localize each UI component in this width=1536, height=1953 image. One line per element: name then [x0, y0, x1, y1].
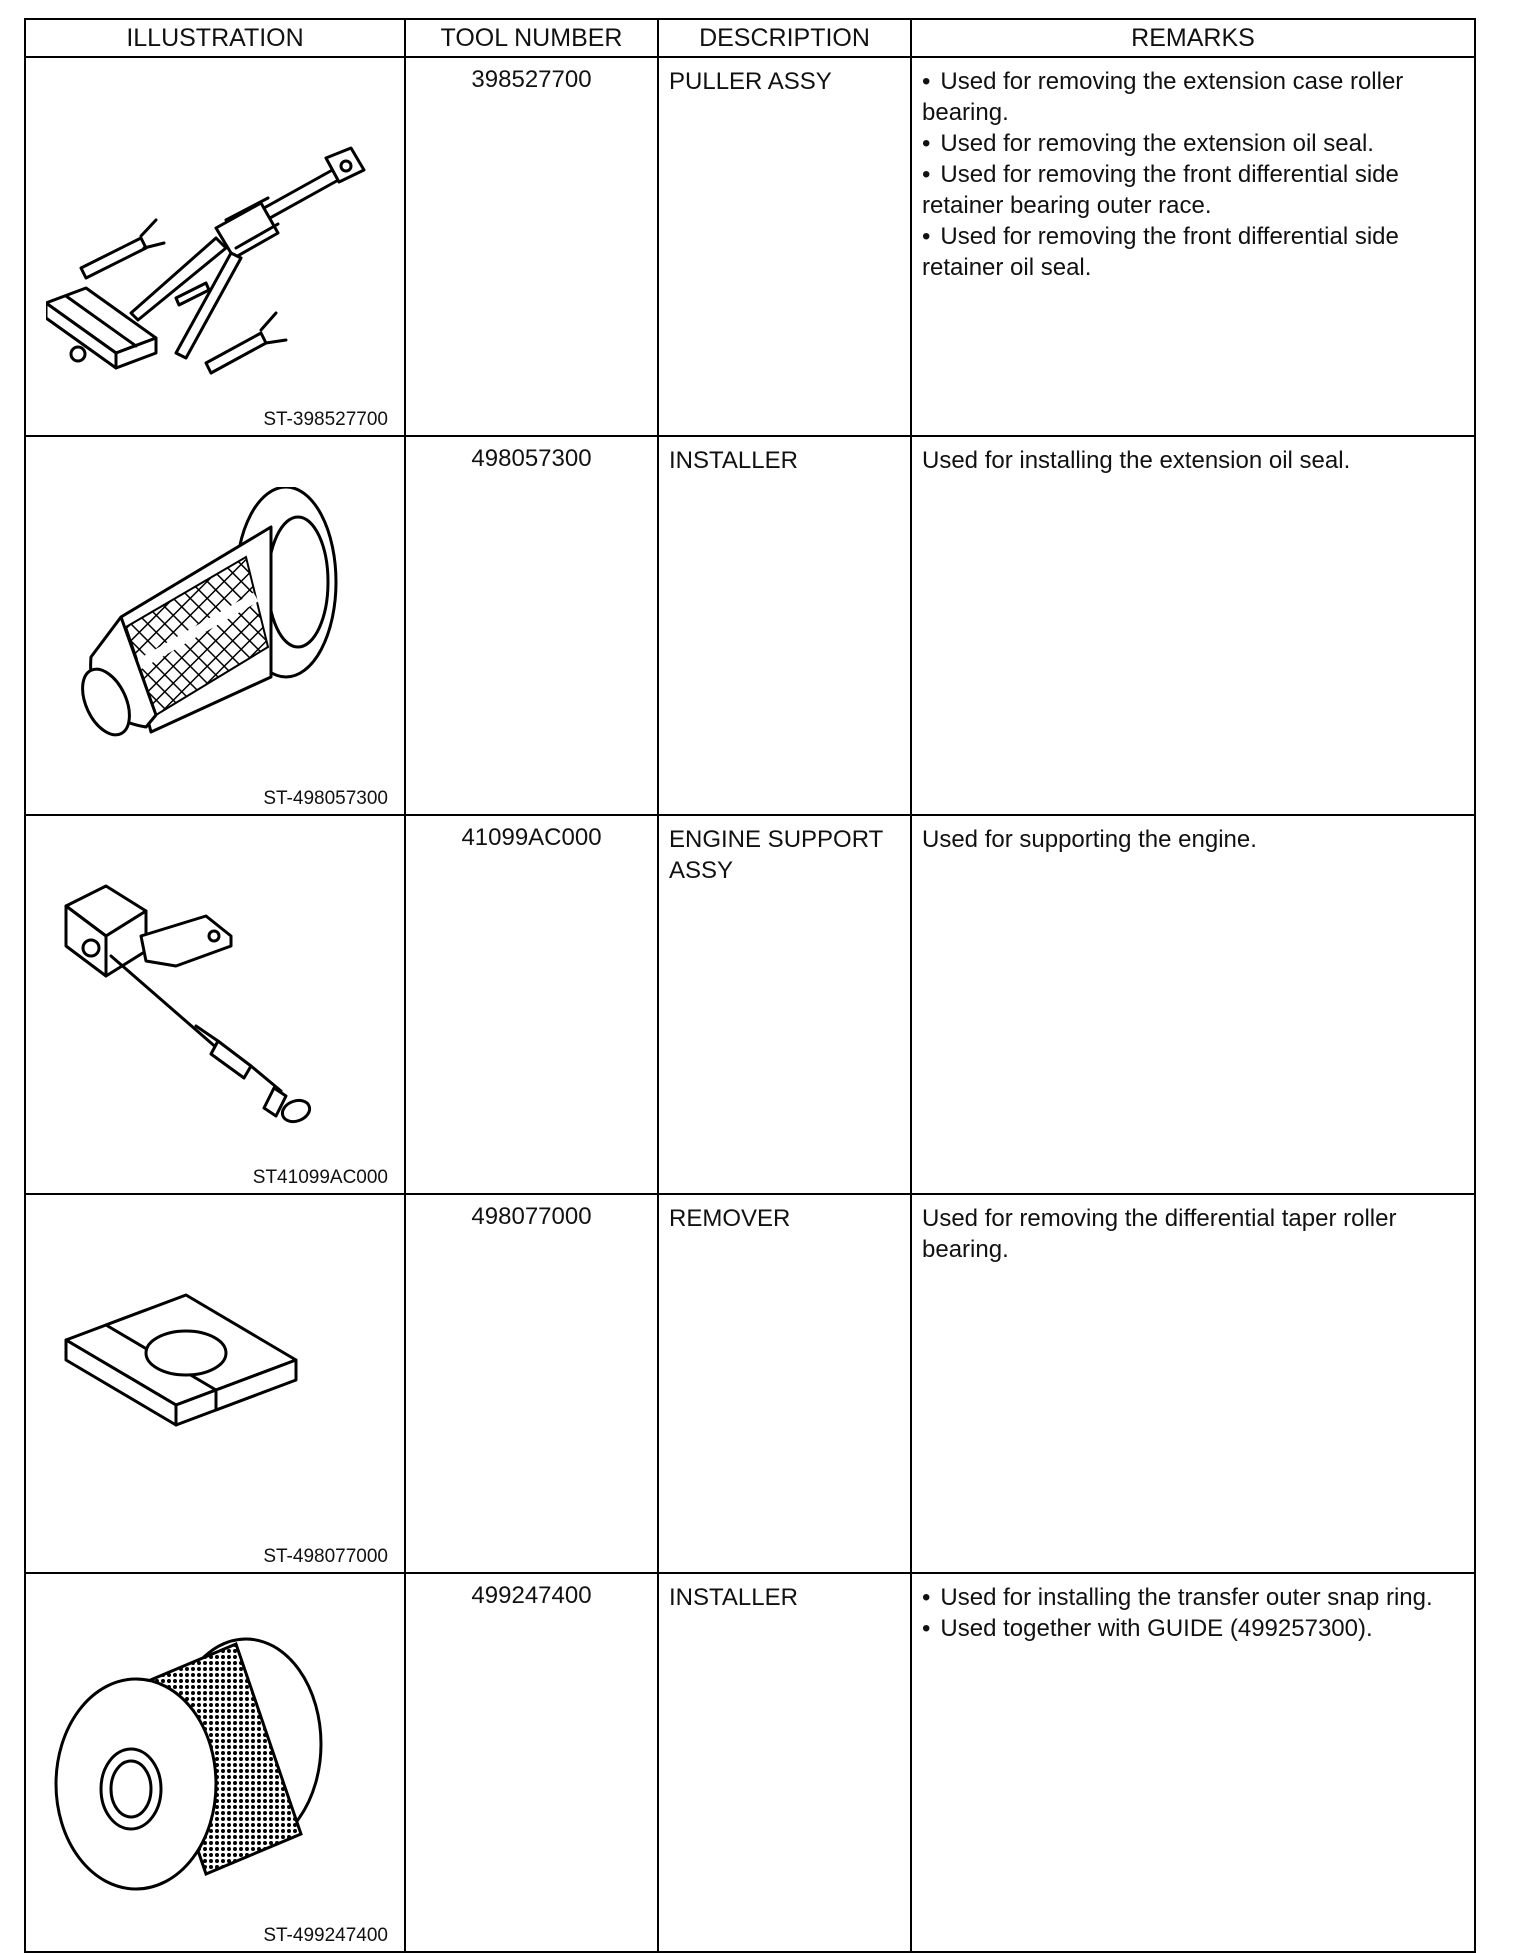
remark-item: • Used for installing the transfer outer snap ring.: [922, 1582, 1464, 1613]
tool-remarks: Used for installing the extension oil seal.: [911, 436, 1475, 815]
table-row: [25, 436, 1475, 815]
tool-remarks: [911, 57, 1475, 436]
remover-plate-icon: [46, 1245, 386, 1515]
tool-number: 498057300: [405, 436, 658, 815]
remarks-list: [922, 66, 1464, 283]
tool-remarks: Used for removing the differential taper roller bearing.: [911, 1194, 1475, 1573]
illustration-cell: [25, 1573, 405, 1952]
tool-number: 499247400: [405, 1573, 658, 1952]
installer-knurled-icon: [46, 487, 386, 757]
illustration-caption: ST-499247400: [263, 1925, 388, 1946]
tool-remarks: Used for supporting the engine.: [911, 815, 1475, 1194]
illustration-cell: [25, 57, 405, 436]
header-tool-number: TOOL NUMBER: [405, 19, 658, 57]
remark-item: • Used for removing the extension case roller bearing.: [922, 66, 1464, 128]
table-row: [25, 57, 1475, 436]
header-illustration: ILLUSTRATION: [25, 19, 405, 57]
illustration-cell: [25, 436, 405, 815]
tool-description: PULLER ASSY: [658, 57, 911, 436]
remarks-list: [922, 1582, 1464, 1644]
tool-description: REMOVER: [658, 1194, 911, 1573]
remark-item: • Used for removing the extension oil seal.: [922, 128, 1464, 159]
tool-description: ENGINE SUPPORT ASSY: [658, 815, 911, 1194]
header-description: DESCRIPTION: [658, 19, 911, 57]
tool-number: 398527700: [405, 57, 658, 436]
remark-item: • Used for removing the front differential side retainer bearing outer race.: [922, 159, 1464, 221]
engine-support-icon: [46, 866, 386, 1136]
table-row: [25, 1194, 1475, 1573]
tool-description: INSTALLER: [658, 436, 911, 815]
table-header-row: [25, 19, 1475, 57]
tool-remarks: [911, 1573, 1475, 1952]
tool-description: INSTALLER: [658, 1573, 911, 1952]
tool-number: 498077000: [405, 1194, 658, 1573]
table-row: [25, 815, 1475, 1194]
illustration-caption: ST-398527700: [263, 409, 388, 430]
illustration-caption: ST-498057300: [263, 788, 388, 809]
illustration-cell: [25, 1194, 405, 1573]
installer-cylinder-icon: [46, 1624, 386, 1894]
special-tools-table: [24, 18, 1476, 1953]
illustration-cell: [25, 815, 405, 1194]
header-remarks: REMARKS: [911, 19, 1475, 57]
illustration-caption: ST-498077000: [263, 1546, 388, 1567]
puller-assy-icon: [46, 108, 386, 378]
illustration-caption: ST41099AC000: [252, 1167, 388, 1188]
table-row: [25, 1573, 1475, 1952]
tool-number: 41099AC000: [405, 815, 658, 1194]
remark-item: • Used for removing the front differential side retainer oil seal.: [922, 221, 1464, 283]
remark-item: • Used together with GUIDE (499257300).: [922, 1613, 1464, 1644]
